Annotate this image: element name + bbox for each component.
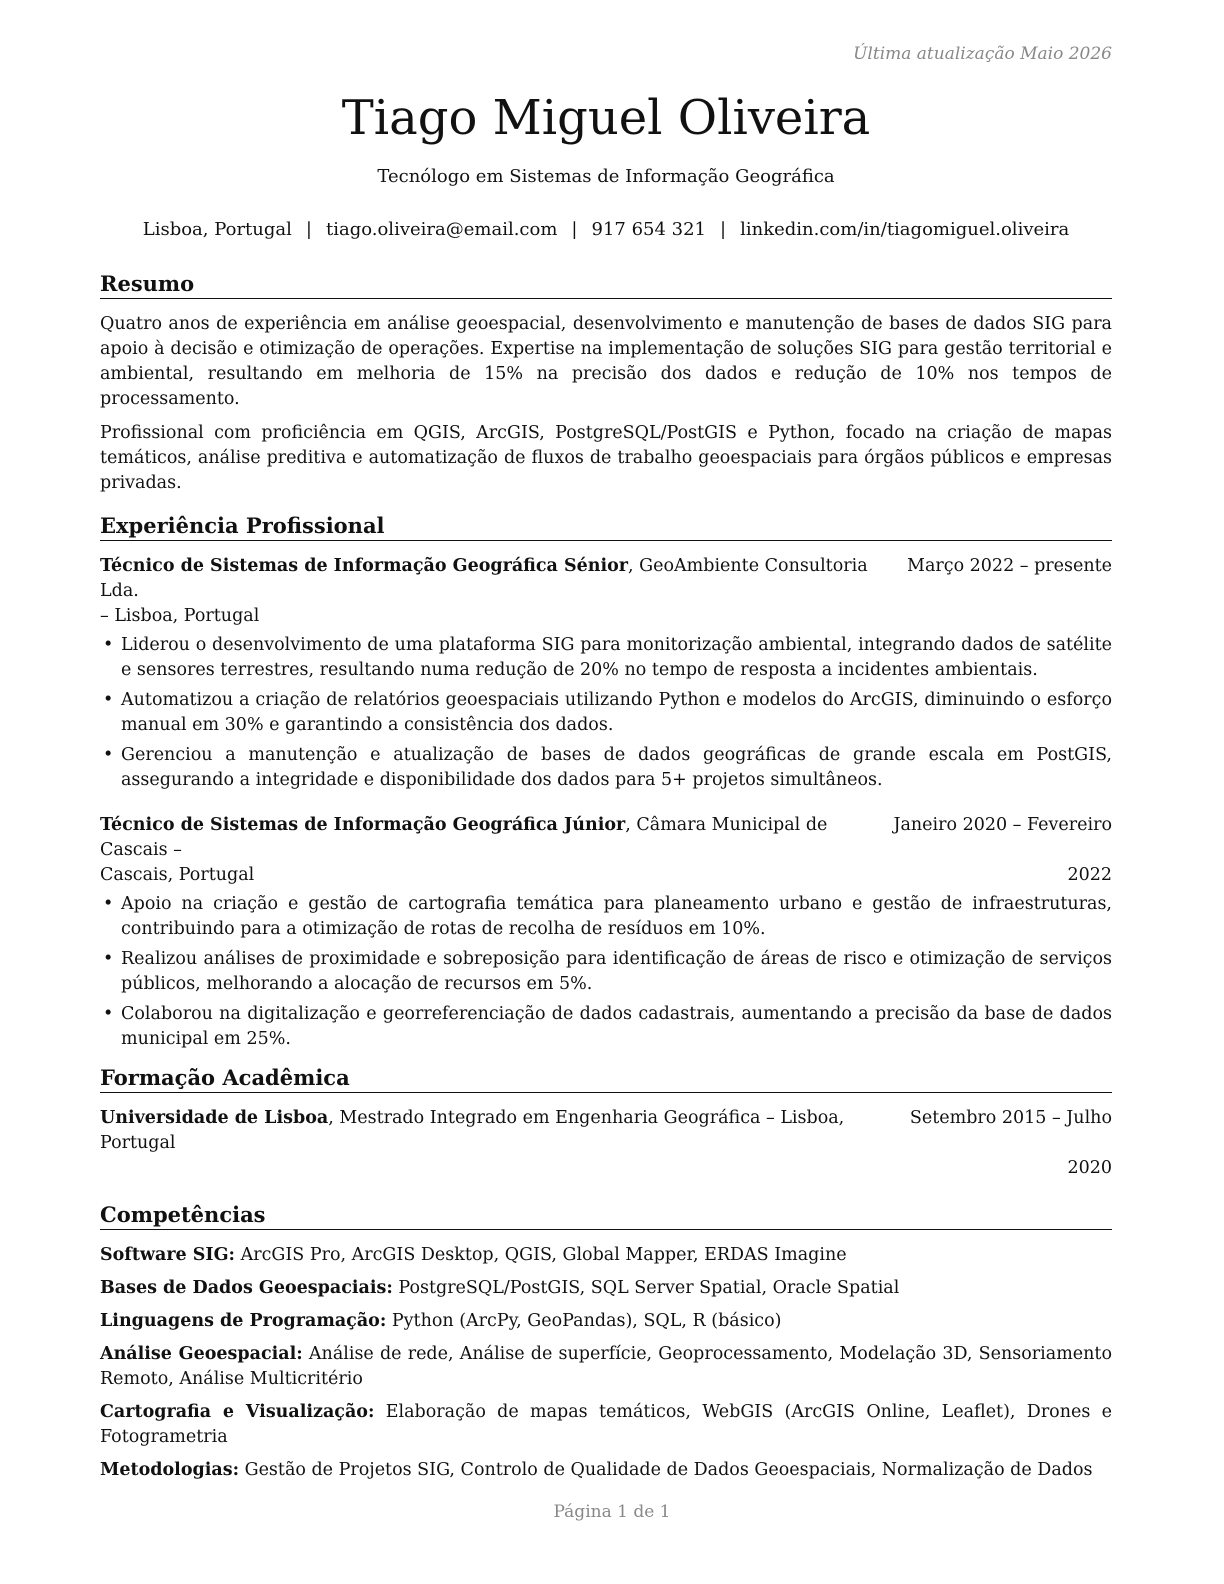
education-degree: , Mestrado Integrado em Engenharia Geográfica – Lisboa, Portugal xyxy=(100,1108,845,1153)
skill-label: Linguagens de Programação: xyxy=(100,1311,387,1331)
job-title-line xyxy=(100,554,907,604)
job-dates: Março 2022 – presente xyxy=(907,556,1112,576)
job-bullets xyxy=(100,892,1112,1052)
skill-value: PostgreSQL/PostGIS, SQL Server Spatial, Oracle Spatial xyxy=(392,1278,900,1298)
education-institution: Universidade de Lisboa xyxy=(100,1108,329,1128)
skill-row xyxy=(100,1400,1112,1450)
section-heading-skills: Competências xyxy=(100,1201,1112,1230)
job-role: Técnico de Sistemas de Informação Geográfica Sénior xyxy=(100,556,629,576)
contact-separator: | xyxy=(720,219,727,240)
section-heading-summary: Resumo xyxy=(100,270,1112,299)
job-location: – Lisboa, Portugal xyxy=(100,606,260,626)
summary-paragraph: Quatro anos de experiência em análise geoespacial, desenvolvimento e manutenção de bases de dados SIG para apoio à decisão e otimização de operações. Expertise na implementação de soluções SIG para gestão territorial e ambiental, resultando em melhoria de 15% na precisão dos dados e redução de 10% nos tempos de processamento. xyxy=(100,314,1112,409)
contact-separator: | xyxy=(305,219,312,240)
job-title-line xyxy=(100,813,893,863)
skill-value: ArcGIS Pro, ArcGIS Desktop, QGIS, Global Mapper, ERDAS Imagine xyxy=(235,1245,847,1265)
candidate-title: Tecnólogo em Sistemas de Informação Geográfica xyxy=(377,166,835,187)
skill-row xyxy=(100,1458,1112,1483)
list-item: • Realizou análises de proximidade e sobreposição para identificação de áreas de risco e otimização de serviços públicos, melhorando a alocação de recursos em 5%. xyxy=(100,947,1112,997)
job-subheader xyxy=(100,863,1112,888)
list-item: • Liderou o desenvolvimento de uma plataforma SIG para monitorização ambiental, integrando dados de satélite e sensores terrestres, resultando numa redução de 20% no tempo de resposta a incidentes ambientais. xyxy=(100,633,1112,683)
last-updated: Última atualização Maio 2026 xyxy=(853,44,1112,64)
skill-value: Elaboração de mapas temáticos, WebGIS (ArcGIS Online, Leaflet), Drones e Fotogrametria xyxy=(100,1402,1112,1447)
contact-separator: | xyxy=(571,219,578,240)
resume-body xyxy=(100,270,1112,1491)
job-header xyxy=(100,554,1112,604)
list-item: • Colaborou na digitalização e georreferenciação de dados cadastrais, aumentando a precisão da base de dados municipal em 25%. xyxy=(100,1002,1112,1052)
contact-location: Lisboa, Portugal xyxy=(142,219,292,240)
summary-paragraph: Profissional com proficiência em QGIS, ArcGIS, PostgreSQL/PostGIS e Python, focado na criação de mapas temáticos, análise preditiva e automatização de fluxos de trabalho geoespaciais para órgãos públicos e empresas privadas. xyxy=(100,423,1112,493)
skill-value: Análise de rede, Análise de superfície, Geoprocessamento, Modelação 3D, Sensoriamento Remoto, Análise Multicritério xyxy=(100,1344,1112,1389)
list-item: • Automatizou a criação de relatórios geoespaciais utilizando Python e modelos do ArcGIS, diminuindo o esforço manual em 30% e garantindo a consistência dos dados. xyxy=(100,688,1112,738)
job-entry xyxy=(100,813,1112,1052)
skill-label: Análise Geoespacial: xyxy=(100,1344,303,1364)
skill-row xyxy=(100,1342,1112,1392)
contact-linkedin[interactable]: linkedin.com/in/tiagomiguel.oliveira xyxy=(740,219,1070,240)
skill-row xyxy=(100,1309,1112,1334)
skill-label: Software SIG: xyxy=(100,1245,236,1265)
education-subheader xyxy=(100,1156,1112,1181)
education-title-line xyxy=(100,1106,910,1156)
skill-value: Python (ArcPy, GeoPandas), SQL, R (básico) xyxy=(386,1311,782,1331)
skill-label: Metodologias: xyxy=(100,1460,240,1480)
skill-row xyxy=(100,1243,1112,1268)
page-number: Página 1 de 1 xyxy=(553,1502,671,1522)
education-header xyxy=(100,1106,1112,1156)
job-entry xyxy=(100,554,1112,793)
job-bullets xyxy=(100,633,1112,793)
job-location: Cascais, Portugal xyxy=(100,865,255,885)
education-dates-continued: 2020 xyxy=(1067,1158,1112,1178)
job-dates-continued: 2022 xyxy=(1067,865,1112,885)
candidate-name: Tiago Miguel Oliveira xyxy=(341,90,871,146)
section-heading-experience: Experiência Profissional xyxy=(100,512,1112,541)
skill-label: Cartografia e Visualização: xyxy=(100,1402,375,1422)
job-organization: , Câmara Municipal de Cascais – xyxy=(100,815,828,860)
contact-phone: 917 654 321 xyxy=(591,219,707,240)
job-header xyxy=(100,813,1112,863)
list-item: • Gerenciou a manutenção e atualização de bases de dados geográficas de grande escala em PostGIS, assegurando a integridade e disponibilidade dos dados para 5+ projetos simultâneos. xyxy=(100,743,1112,793)
skill-value: Gestão de Projetos SIG, Controlo de Qualidade de Dados Geoespaciais, Normalização de Dados xyxy=(239,1460,1093,1480)
education-dates: Setembro 2015 – Julho xyxy=(909,1108,1112,1128)
job-role: Técnico de Sistemas de Informação Geográfica Júnior xyxy=(100,815,626,835)
contact-line xyxy=(100,219,1112,240)
section-heading-education: Formação Acadêmica xyxy=(100,1064,1112,1093)
resume-page xyxy=(100,0,1112,1584)
contact-email[interactable]: tiago.oliveira@email.com xyxy=(325,219,558,240)
list-item: • Apoio na criação e gestão de cartografia temática para planeamento urbano e gestão de infraestruturas, contribuindo para a otimização de rotas de recolha de resíduos em 10%. xyxy=(100,892,1112,942)
education-entry xyxy=(100,1106,1112,1181)
job-organization: , GeoAmbiente Consultoria Lda. xyxy=(100,556,868,601)
skill-label: Bases de Dados Geoespaciais: xyxy=(100,1278,393,1298)
skill-row xyxy=(100,1276,1112,1301)
job-dates: Janeiro 2020 – Fevereiro xyxy=(893,815,1112,835)
